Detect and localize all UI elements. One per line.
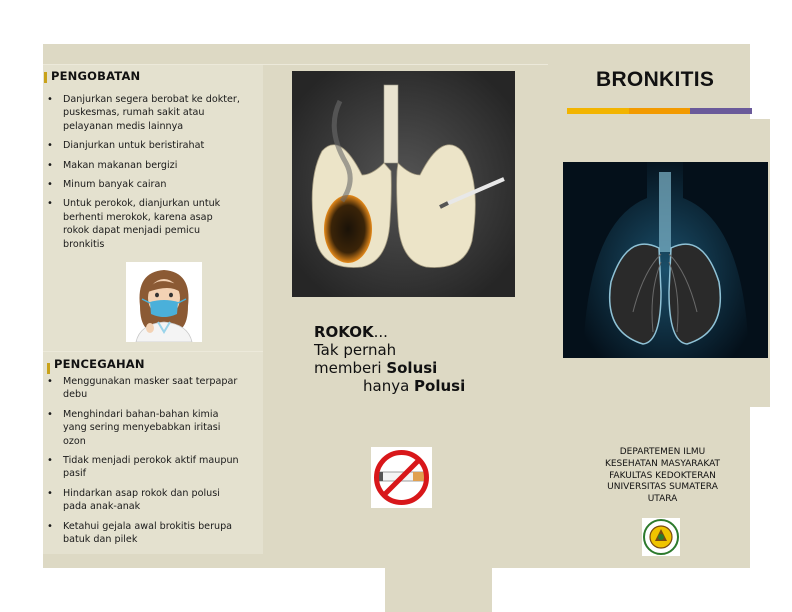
list-item: • Danjurkan segera berobat ke dokter, puskesmas, rumah sakit atau pelayanan medis lainnya [43,93,241,133]
university-logo [642,518,680,556]
top-divider [43,64,548,65]
title-bar-segment [629,108,691,114]
title-underline-bar [567,108,752,114]
slogan-line-4: hanya Polusi [363,377,466,395]
doctor-mask-illustration [126,262,202,342]
slogan [314,323,534,395]
department-name: DEPARTEMEN ILMU KESEHATAN MASYARAKAT FAKULTAS KEDOKTERAN UNIVERSITAS SUMATERA UTARA [604,447,721,505]
list-item: • Minum banyak cairan [43,178,241,191]
pencegahan-list-viewport [43,375,263,550]
title-bar-segment [567,108,629,114]
xray-lungs-image [563,162,768,358]
pengobatan-heading: PENGOBATAN [51,69,141,83]
list-item: • Menghindari bahan-bahan kimia yang sering menyebabkan iritasi ozon [43,408,243,448]
list-item: • Tidak menjadi perokok aktif maupun pasif [43,454,243,481]
brochure-bottom-tab [385,568,492,612]
list-item: • Ketahui gejala awal brokitis berupa batuk dan pilek [43,520,243,547]
no-smoking-icon [371,447,432,508]
slogan-polusi: Polusi [414,377,466,395]
slogan-rokok: ROKOK [314,323,374,341]
list-item: • Menggunakan masker saat terpapar debu [43,375,243,402]
list-item: • Makan makanan bergizi [43,159,241,172]
section-accent [47,363,50,374]
slogan-line-1: ROKOK... [314,323,388,341]
middle-divider [43,351,263,352]
section-accent [44,72,47,83]
slogan-line-3: memberi Solusi [314,359,438,377]
pencegahan-list [43,375,243,546]
slogan-solusi: Solusi [386,359,438,377]
brochure-title: BRONKITIS [596,68,715,91]
list-item: • Hindarkan asap rokok dan polusi pada anak-anak [43,487,243,514]
pencegahan-heading: PENCEGAHAN [54,357,145,371]
title-bar-segment [690,108,752,114]
list-item: • Dianjurkan untuk beristirahat [43,139,241,152]
slogan-line-2: Tak pernah [314,341,397,359]
pengobatan-list [43,93,241,257]
burnt-lungs-photo [292,71,515,297]
list-item: • Untuk perokok, dianjurkan untuk berhenti merokok, karena asap rokok dapat menjadi pemicu bronkitis [43,197,241,251]
